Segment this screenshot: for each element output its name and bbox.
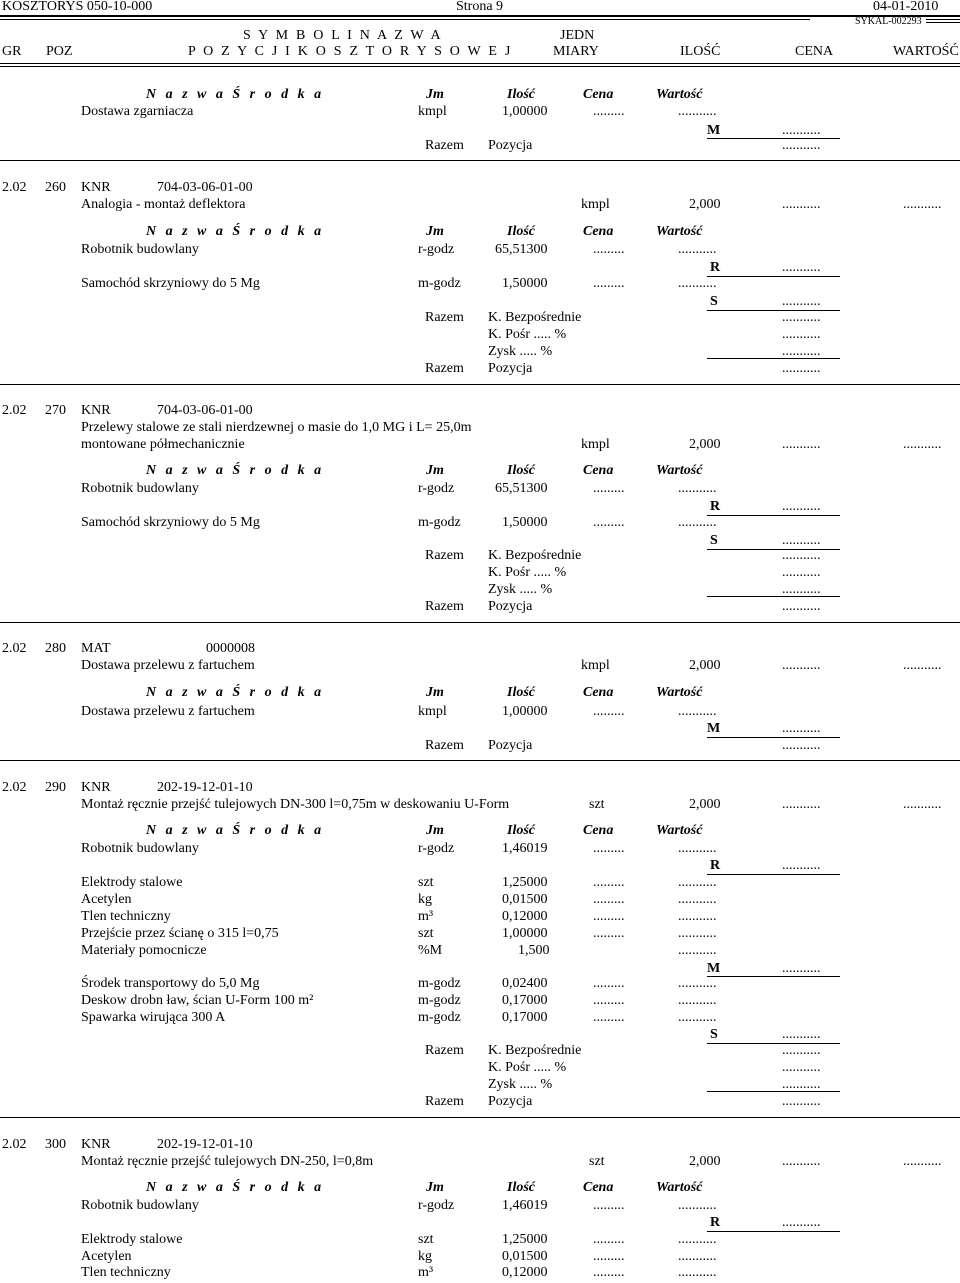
res-header-cena: Cena [583, 823, 614, 838]
sum-s-value: ........... [782, 1027, 821, 1042]
sum-rule [707, 1231, 840, 1232]
resource-price: ......... [593, 841, 625, 856]
res-header-jm: Jm [426, 224, 444, 239]
header-rule-right [926, 19, 960, 20]
position-label: P O Z Y C J I K O S Z T O R Y S O W E J [188, 44, 513, 59]
material-name: Materiały pomocnicze [81, 943, 207, 958]
material-jm: %M [418, 943, 443, 958]
profit-label: Zysk ..... % [488, 1077, 553, 1092]
position-description: Przelewy stalowe ze stali nierdzewnej o masie do 1,0 MG i L= 25,0m [81, 420, 472, 435]
sum-r-label: R [710, 499, 721, 514]
razem-label: Razem [425, 1043, 464, 1058]
resource-name: Dostawa przelewu z fartuchem [81, 704, 255, 719]
position-value: ........... [903, 197, 942, 212]
material-value: ........... [678, 909, 717, 924]
position-description: Analogia - montaż deflektora [81, 197, 246, 212]
material-price: ......... [593, 892, 625, 907]
source-value: KNR [81, 1137, 111, 1152]
res-header-ilosc: Ilość [507, 685, 535, 700]
resource-price: ......... [593, 515, 625, 530]
overhead-label: K. Pośr ..... % [488, 327, 567, 342]
resource-qty: 1,00000 [502, 104, 548, 119]
resource-price: ......... [593, 104, 625, 119]
razem-label: Razem [425, 599, 464, 614]
block-separator [0, 160, 960, 161]
position-unit: kmpl [581, 197, 610, 212]
sum-m-value: ........... [782, 961, 821, 976]
sum-s-label: S [710, 1027, 718, 1042]
material-price: ......... [593, 1265, 625, 1280]
res-header-jm: Jm [426, 1180, 444, 1195]
sum-rule [707, 1091, 840, 1092]
resource-price: ......... [593, 481, 625, 496]
overhead-value: ........... [782, 327, 821, 342]
pozycja-label: Pozycja [488, 599, 533, 614]
material-qty: 1,00000 [502, 926, 548, 941]
sum-s-label: S [710, 533, 718, 548]
equipment-price: ......... [593, 976, 625, 991]
gr-value: 2.02 [2, 180, 27, 195]
position-description-cont: montowane półmechanicznie [81, 437, 245, 452]
poz-value: 300 [45, 1137, 66, 1152]
position-value: ........... [903, 437, 942, 452]
position-unit: szt [589, 797, 605, 812]
material-qty: 1,500 [518, 943, 550, 958]
resource-name: Robotnik budowlany [81, 242, 199, 257]
sum-r-value: ........... [782, 260, 821, 275]
resource-jm: r-godz [418, 1198, 455, 1213]
material-jm: m³ [418, 909, 434, 924]
equipment-qty: 0,02400 [502, 976, 548, 991]
overhead-label: K. Pośr ..... % [488, 1060, 567, 1075]
razem-label: Razem [425, 361, 464, 376]
res-header-cena: Cena [583, 224, 614, 239]
resource-qty: 1,50000 [502, 515, 548, 530]
material-qty: 1,25000 [502, 875, 548, 890]
profit-label: Zysk ..... % [488, 582, 553, 597]
source-value: KNR [81, 780, 111, 795]
material-name: Acetylen [81, 892, 132, 907]
pozycja-value: ........... [782, 1094, 821, 1109]
resource-qty: 1,00000 [502, 704, 548, 719]
col-gr: GR [2, 44, 22, 59]
sum-rule [707, 276, 840, 277]
poz-value: 290 [45, 780, 66, 795]
resource-jm: m-godz [418, 515, 461, 530]
res-header-ilosc: Ilość [507, 463, 535, 478]
pozycja-value: ........... [782, 738, 821, 753]
position-price: ........... [782, 797, 821, 812]
header-rule-top [0, 15, 960, 17]
overhead-value: ........... [782, 565, 821, 580]
position-description: Montaż ręcznie przejść tulejowych DN-300 l=0,75m w deskowaniu U-Form [81, 797, 510, 812]
resource-value: ........... [678, 515, 717, 530]
gr-value: 2.02 [2, 403, 27, 418]
norm-code: 202-19-12-01-10 [157, 780, 253, 795]
direct-cost-label: K. Bezpośrednie [488, 310, 582, 325]
source-value: MAT [81, 641, 111, 656]
razem-label: Razem [425, 310, 464, 325]
direct-cost-value: ........... [782, 310, 821, 325]
material-name: Tlen techniczny [81, 909, 171, 924]
material-value: ........... [678, 1265, 717, 1280]
gr-value: 2.02 [2, 780, 27, 795]
position-qty: 2,000 [689, 437, 721, 452]
material-jm: szt [418, 875, 434, 890]
sum-r-label: R [710, 260, 721, 275]
document-date: 04-01-2010 [873, 0, 939, 14]
material-value: ........... [678, 892, 717, 907]
sum-r-value: ........... [782, 499, 821, 514]
equipment-jm: m-godz [418, 993, 461, 1008]
equipment-name: Środek transportowy do 5,0 Mg [81, 976, 260, 991]
res-header-wartosc: Wartość [656, 87, 703, 102]
equipment-jm: m-godz [418, 976, 461, 991]
resource-price: ......... [593, 704, 625, 719]
pozycja-label: Pozycja [488, 361, 533, 376]
equipment-qty: 0,17000 [502, 993, 548, 1008]
material-name: Przejście przez ścianę o 315 l=0,75 [81, 926, 279, 941]
res-header-cena: Cena [583, 685, 614, 700]
position-price: ........... [782, 1154, 821, 1169]
resource-name: Robotnik budowlany [81, 841, 199, 856]
col-ilosc: ILOŚĆ [680, 44, 721, 59]
sum-rule [707, 976, 840, 977]
norm-code: 704-03-06-01-00 [157, 180, 253, 195]
material-price: ......... [593, 926, 625, 941]
razem-label: Razem [425, 138, 464, 153]
res-header-wartosc: Wartość [656, 463, 703, 478]
header-rule-thin [0, 19, 810, 20]
position-unit: kmpl [581, 437, 610, 452]
sum-s-label: S [710, 294, 718, 309]
equipment-value: ........... [678, 1010, 717, 1025]
overhead-label: K. Pośr ..... % [488, 565, 567, 580]
equipment-price: ......... [593, 1010, 625, 1025]
block-separator [0, 622, 960, 623]
document-title: KOSZTORYS 050-10-000 [2, 0, 153, 14]
position-price: ........... [782, 658, 821, 673]
sum-rule [707, 358, 840, 359]
resource-qty: 1,46019 [502, 841, 548, 856]
profit-value: ........... [782, 344, 821, 359]
resource-value: ........... [678, 704, 717, 719]
block-separator [0, 384, 960, 385]
equipment-name: Deskow drobn ław, ścian U-Form 100 m² [81, 993, 314, 1008]
norm-code: 704-03-06-01-00 [157, 403, 253, 418]
sum-r-value: ........... [782, 1215, 821, 1230]
material-qty: 1,25000 [502, 1232, 548, 1247]
resource-value: ........... [678, 104, 717, 119]
res-header-cena: Cena [583, 1180, 614, 1195]
resource-jm: kmpl [418, 104, 447, 119]
res-header-name: N a z w a Ś r o d k a [146, 224, 325, 239]
res-header-ilosc: Ilość [507, 224, 535, 239]
source-value: KNR [81, 403, 111, 418]
resource-name: Robotnik budowlany [81, 1198, 199, 1213]
position-description: Dostawa przelewu z fartuchem [81, 658, 255, 673]
col-wartosc: WARTOŚĆ [893, 44, 959, 59]
equipment-jm: m-godz [418, 1010, 461, 1025]
resource-value: ........... [678, 276, 717, 291]
position-qty: 2,000 [689, 797, 721, 812]
sum-r-label: R [710, 858, 721, 873]
material-qty: 0,01500 [502, 892, 548, 907]
material-qty: 0,12000 [502, 909, 548, 924]
block-separator [0, 760, 960, 761]
sum-m-label: M [707, 123, 721, 138]
material-jm: szt [418, 926, 434, 941]
material-price: ......... [593, 909, 625, 924]
position-unit: szt [589, 1154, 605, 1169]
equipment-value: ........... [678, 976, 717, 991]
res-header-cena: Cena [583, 87, 614, 102]
resource-price: ......... [593, 1198, 625, 1213]
document-code: SYKAL-002293 [855, 16, 922, 27]
direct-cost-label: K. Bezpośrednie [488, 1043, 582, 1058]
razem-label: Razem [425, 548, 464, 563]
material-jm: kg [418, 1249, 432, 1264]
res-header-name: N a z w a Ś r o d k a [146, 685, 325, 700]
sum-m-label: M [707, 961, 721, 976]
material-value: ........... [678, 926, 717, 941]
resource-value: ........... [678, 841, 717, 856]
material-value: ........... [678, 875, 717, 890]
material-name: Elektrody stalowe [81, 1232, 183, 1247]
resource-jm: kmpl [418, 704, 447, 719]
gr-value: 2.02 [2, 1137, 27, 1152]
jedn-label: JEDN [560, 28, 595, 43]
poz-value: 280 [45, 641, 66, 656]
res-header-cena: Cena [583, 463, 614, 478]
razem-label: Razem [425, 738, 464, 753]
res-header-jm: Jm [426, 823, 444, 838]
pozycja-label: Pozycja [488, 738, 533, 753]
sum-s-value: ........... [782, 533, 821, 548]
equipment-price: ......... [593, 993, 625, 1008]
direct-cost-value: ........... [782, 1043, 821, 1058]
poz-value: 270 [45, 403, 66, 418]
resource-price: ......... [593, 242, 625, 257]
material-name: Tlen techniczny [81, 1265, 171, 1280]
res-header-wartosc: Wartość [656, 823, 703, 838]
res-header-ilosc: Ilość [507, 87, 535, 102]
resource-name: Robotnik budowlany [81, 481, 199, 496]
symbol-label: S Y M B O L I N A Z W A [243, 28, 443, 43]
pozycja-value: ........... [782, 138, 821, 153]
resource-name: Samochód skrzyniowy do 5 Mg [81, 276, 260, 291]
material-value: ........... [678, 943, 717, 958]
position-qty: 2,000 [689, 658, 721, 673]
sum-r-label: R [710, 1215, 721, 1230]
res-header-name: N a z w a Ś r o d k a [146, 823, 325, 838]
block-separator [0, 1117, 960, 1118]
resource-name: Samochód skrzyniowy do 5 Mg [81, 515, 260, 530]
position-value: ........... [903, 797, 942, 812]
resource-value: ........... [678, 1198, 717, 1213]
razem-label: Razem [425, 1094, 464, 1109]
resource-qty: 65,51300 [495, 481, 548, 496]
material-name: Acetylen [81, 1249, 132, 1264]
resource-jm: r-godz [418, 242, 455, 257]
sum-rule [707, 515, 840, 516]
col-poz: POZ [46, 44, 73, 59]
equipment-name: Spawarka wirująca 300 A [81, 1010, 226, 1025]
overhead-value: ........... [782, 1060, 821, 1075]
position-unit: kmpl [581, 658, 610, 673]
header-rule-bottom2 [0, 66, 960, 67]
resource-price: ......... [593, 276, 625, 291]
source-value: KNR [81, 180, 111, 195]
page-number: Strona 9 [456, 0, 504, 14]
equipment-value: ........... [678, 993, 717, 1008]
sum-rule [707, 596, 840, 597]
resource-jm: r-godz [418, 841, 455, 856]
norm-code: 0000008 [206, 641, 255, 656]
pozycja-label: Pozycja [488, 138, 533, 153]
material-jm: szt [418, 1232, 434, 1247]
res-header-wartosc: Wartość [656, 1180, 703, 1195]
resource-jm: r-godz [418, 481, 455, 496]
res-header-name: N a z w a Ś r o d k a [146, 87, 325, 102]
header-rule-right2 [926, 22, 960, 23]
equipment-qty: 0,17000 [502, 1010, 548, 1025]
material-price: ......... [593, 1249, 625, 1264]
material-jm: m³ [418, 1265, 434, 1280]
material-value: ........... [678, 1232, 717, 1247]
position-description: Montaż ręcznie przejść tulejowych DN-250, l=0,8m [81, 1154, 374, 1169]
norm-code: 202-19-12-01-10 [157, 1137, 253, 1152]
sum-m-label: M [707, 721, 721, 736]
resource-qty: 1,46019 [502, 1198, 548, 1213]
material-jm: kg [418, 892, 432, 907]
col-cena: CENA [795, 44, 834, 59]
profit-value: ........... [782, 582, 821, 597]
material-qty: 0,01500 [502, 1249, 548, 1264]
res-header-ilosc: Ilość [507, 1180, 535, 1195]
resource-value: ........... [678, 242, 717, 257]
position-value: ........... [903, 1154, 942, 1169]
position-qty: 2,000 [689, 197, 721, 212]
poz-value: 260 [45, 180, 66, 195]
res-header-ilosc: Ilość [507, 823, 535, 838]
resource-qty: 1,50000 [502, 276, 548, 291]
gr-value: 2.02 [2, 641, 27, 656]
position-price: ........... [782, 437, 821, 452]
profit-label: Zysk ..... % [488, 344, 553, 359]
header-rule-bottom [0, 63, 960, 64]
resource-jm: m-godz [418, 276, 461, 291]
res-header-jm: Jm [426, 87, 444, 102]
res-header-jm: Jm [426, 463, 444, 478]
direct-cost-label: K. Bezpośrednie [488, 548, 582, 563]
pozycja-value: ........... [782, 361, 821, 376]
direct-cost-value: ........... [782, 548, 821, 563]
pozycja-value: ........... [782, 599, 821, 614]
material-price: ......... [593, 1232, 625, 1247]
sum-r-value: ........... [782, 858, 821, 873]
profit-value: ........... [782, 1077, 821, 1092]
material-name: Elektrody stalowe [81, 875, 183, 890]
sum-m-value: ........... [782, 721, 821, 736]
col-miary: MIARY [553, 44, 599, 59]
resource-qty: 65,51300 [495, 242, 548, 257]
sum-rule [707, 874, 840, 875]
sum-m-value: ........... [782, 123, 821, 138]
res-header-wartosc: Wartość [656, 685, 703, 700]
resource-value: ........... [678, 481, 717, 496]
res-header-wartosc: Wartość [656, 224, 703, 239]
res-header-name: N a z w a Ś r o d k a [146, 1180, 325, 1195]
sum-s-value: ........... [782, 294, 821, 309]
res-header-name: N a z w a Ś r o d k a [146, 463, 325, 478]
res-header-jm: Jm [426, 685, 444, 700]
position-price: ........... [782, 197, 821, 212]
material-value: ........... [678, 1249, 717, 1264]
material-qty: 0,12000 [502, 1265, 548, 1280]
position-qty: 2,000 [689, 1154, 721, 1169]
pozycja-label: Pozycja [488, 1094, 533, 1109]
position-value: ........... [903, 658, 942, 673]
resource-name: Dostawa zgarniacza [81, 104, 194, 119]
material-price: ......... [593, 875, 625, 890]
